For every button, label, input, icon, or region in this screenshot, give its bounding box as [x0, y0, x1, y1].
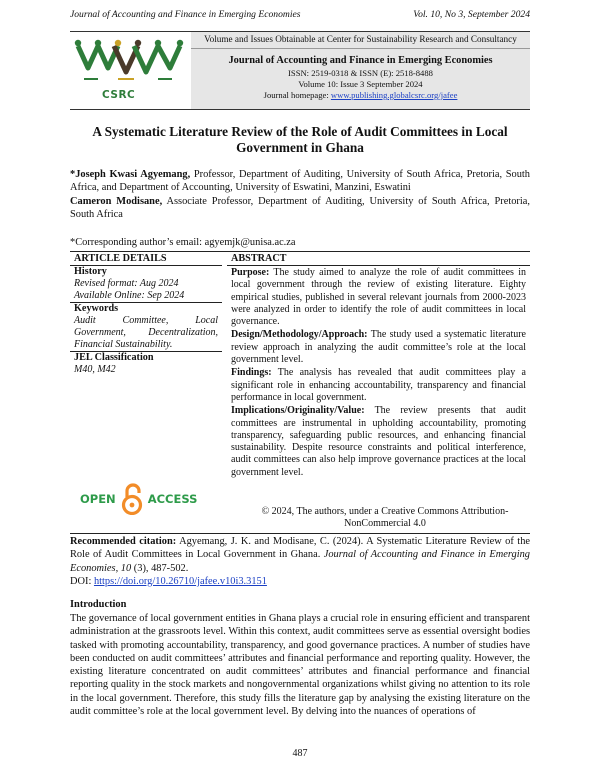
- running-head-issue: Vol. 10, No 3, September 2024: [413, 9, 530, 20]
- author-2-name: Cameron Modisane,: [70, 195, 163, 207]
- csrc-logo-figures-icon: [74, 38, 186, 90]
- revised-format: Revised format: Aug 2024: [74, 278, 179, 289]
- article-details: [70, 252, 222, 376]
- citation-text-2: (3), 487-502.: [131, 562, 189, 574]
- open-access-left: OPEN: [80, 492, 116, 506]
- open-lock-icon: [121, 483, 143, 515]
- author-1-name: *Joseph Kwasi Agyemang,: [70, 169, 191, 180]
- title-line-2: Government in Ghana: [236, 140, 364, 155]
- doi-label: DOI:: [70, 575, 94, 587]
- introduction-heading: Introduction: [70, 599, 127, 610]
- title-line-1: A Systematic Literature Review of the Role of Audit Committees in Local: [92, 124, 508, 139]
- author-1: [70, 168, 530, 195]
- abstract: [227, 252, 530, 480]
- introduction-body: The governance of local government entities in Ghana plays a crucial role in ensuring efficient and transparent administration at the grassroots level. Within this context, audit committees serve as essential oversight bodies tasked with promoting accountability, transparency, and good governance practices. A number of studies have been conducted on audit committees’ attributes and financial performance and reporting quality. However, the existing literature concentrated on audit committees’ attributes and financial performance and financial reporting quality in the stock markets and nongovernmental organizations whilst giving no attention to its role in the local government. Therefore, this study fills the literature gap by analysing the existing literature on the audit committee’s role at the local government level. By delving into the nuances of operations of: [70, 613, 530, 718]
- csrc-logo: [70, 32, 191, 109]
- open-access-badge: [80, 483, 197, 515]
- doi-line: [70, 575, 530, 588]
- page-number: 487: [292, 748, 308, 759]
- volume-issue: Volume 10: Issue 3 September 2024: [298, 79, 423, 89]
- open-access-right: ACCESS: [147, 492, 198, 506]
- abstract-findings: [231, 367, 526, 404]
- abstract-purpose: [231, 267, 526, 328]
- keywords-section: [70, 303, 222, 352]
- running-head-journal: Journal of Accounting and Finance in Emerging Economies: [70, 9, 301, 20]
- abstract-implications: [231, 405, 526, 479]
- design-label: Design/Methodology/Approach:: [231, 329, 368, 341]
- license-line-1: © 2024, The authors, under a Creative Commons Attribution-: [261, 506, 509, 517]
- implications-text: The review presents that audit committees are instrumental in upholding accountability, promoting transparency, safeguarding public resources, and enhancing financial sustainability. Despite resource constraints and political interference, audit committees can also help improve governance practices at the local government level.: [231, 405, 526, 478]
- citation-journal: Journal of Accounting and Finance in Emerging Economies, 10: [70, 549, 530, 574]
- abstract-heading: ABSTRACT: [227, 252, 530, 266]
- purpose-label: Purpose:: [231, 267, 270, 278]
- homepage-line: [191, 90, 530, 101]
- issn: ISSN: 2519-0318 & ISSN (E): 2518-8488: [288, 68, 433, 78]
- jel-section: [70, 352, 222, 376]
- jel-codes: M40, M42: [74, 364, 116, 375]
- abstract-design: [231, 329, 526, 366]
- keywords-label: Keywords: [74, 303, 119, 314]
- findings-label: Findings:: [231, 367, 272, 379]
- masthead: [70, 31, 530, 110]
- doi-link[interactable]: https://doi.org/10.26710/jafee.v10i3.3151: [93, 575, 267, 587]
- citation-label: Recommended citation:: [70, 536, 177, 547]
- recommended-citation: [70, 533, 530, 588]
- keywords-text: Audit Committee, Local Government, Decentralization, Financial Sustainability.: [74, 315, 218, 350]
- homepage-link[interactable]: www.publishing.globalcsrc.org/jafee: [330, 90, 458, 100]
- authors: [70, 168, 530, 222]
- author-2-affiliation: Associate Professor, Department of Auditing, University of South Africa, Pretoria, South Africa: [70, 195, 530, 221]
- design-text: The study used a systematic literature review approach in analyzing the audit committee’s role at the local government level.: [231, 329, 526, 366]
- journal-name: Journal of Accounting and Finance in Emerging Economies: [228, 55, 493, 66]
- corresponding-email: *Corresponding author’s email: agyemjk@unisa.ac.za: [70, 237, 296, 248]
- masthead-info: [191, 32, 530, 109]
- implications-label: Implications/Originality/Value:: [231, 405, 365, 417]
- author-2: [70, 195, 530, 222]
- history-label: History: [74, 266, 107, 277]
- author-1-affiliation: Professor, Department of Auditing, University of South Africa, Pretoria, South Africa, and Department of Accounting, University of Eswatini, Manzini, Eswatini: [70, 169, 531, 194]
- license: [240, 506, 530, 531]
- homepage-label: Journal homepage:: [263, 90, 331, 100]
- jel-label: JEL Classification: [74, 352, 154, 363]
- license-line-2: NonCommercial 4.0: [344, 518, 426, 530]
- running-head: [70, 9, 530, 20]
- history-section: [70, 266, 222, 303]
- logo-text: CSRC: [102, 89, 136, 101]
- article-details-heading: ARTICLE DETAILS: [70, 252, 222, 266]
- purpose-text: The study aimed to analyze the role of audit committees in local government through the review of existing literature. Eighty empirical studies, published in several relevant journals from 2000-2023 were analyzed in order to identify the role of audit committees in local governance.: [231, 267, 526, 328]
- citation-text-1: Agyemang, J. K. and Modisane, C. (2024). A Systematic Literature Review of the Role of Audit Committees in Local Government in Ghana.: [70, 536, 530, 561]
- available-online: Available Online: Sep 2024: [74, 290, 185, 301]
- obtainable-line: Volume and Issues Obtainable at Center for Sustainability Research and Consultancy: [191, 32, 530, 49]
- article-title: [70, 124, 530, 156]
- findings-text: The analysis has revealed that audit committees play a significant role in enhancing accountability, transparency and financial performance in local government.: [231, 367, 526, 403]
